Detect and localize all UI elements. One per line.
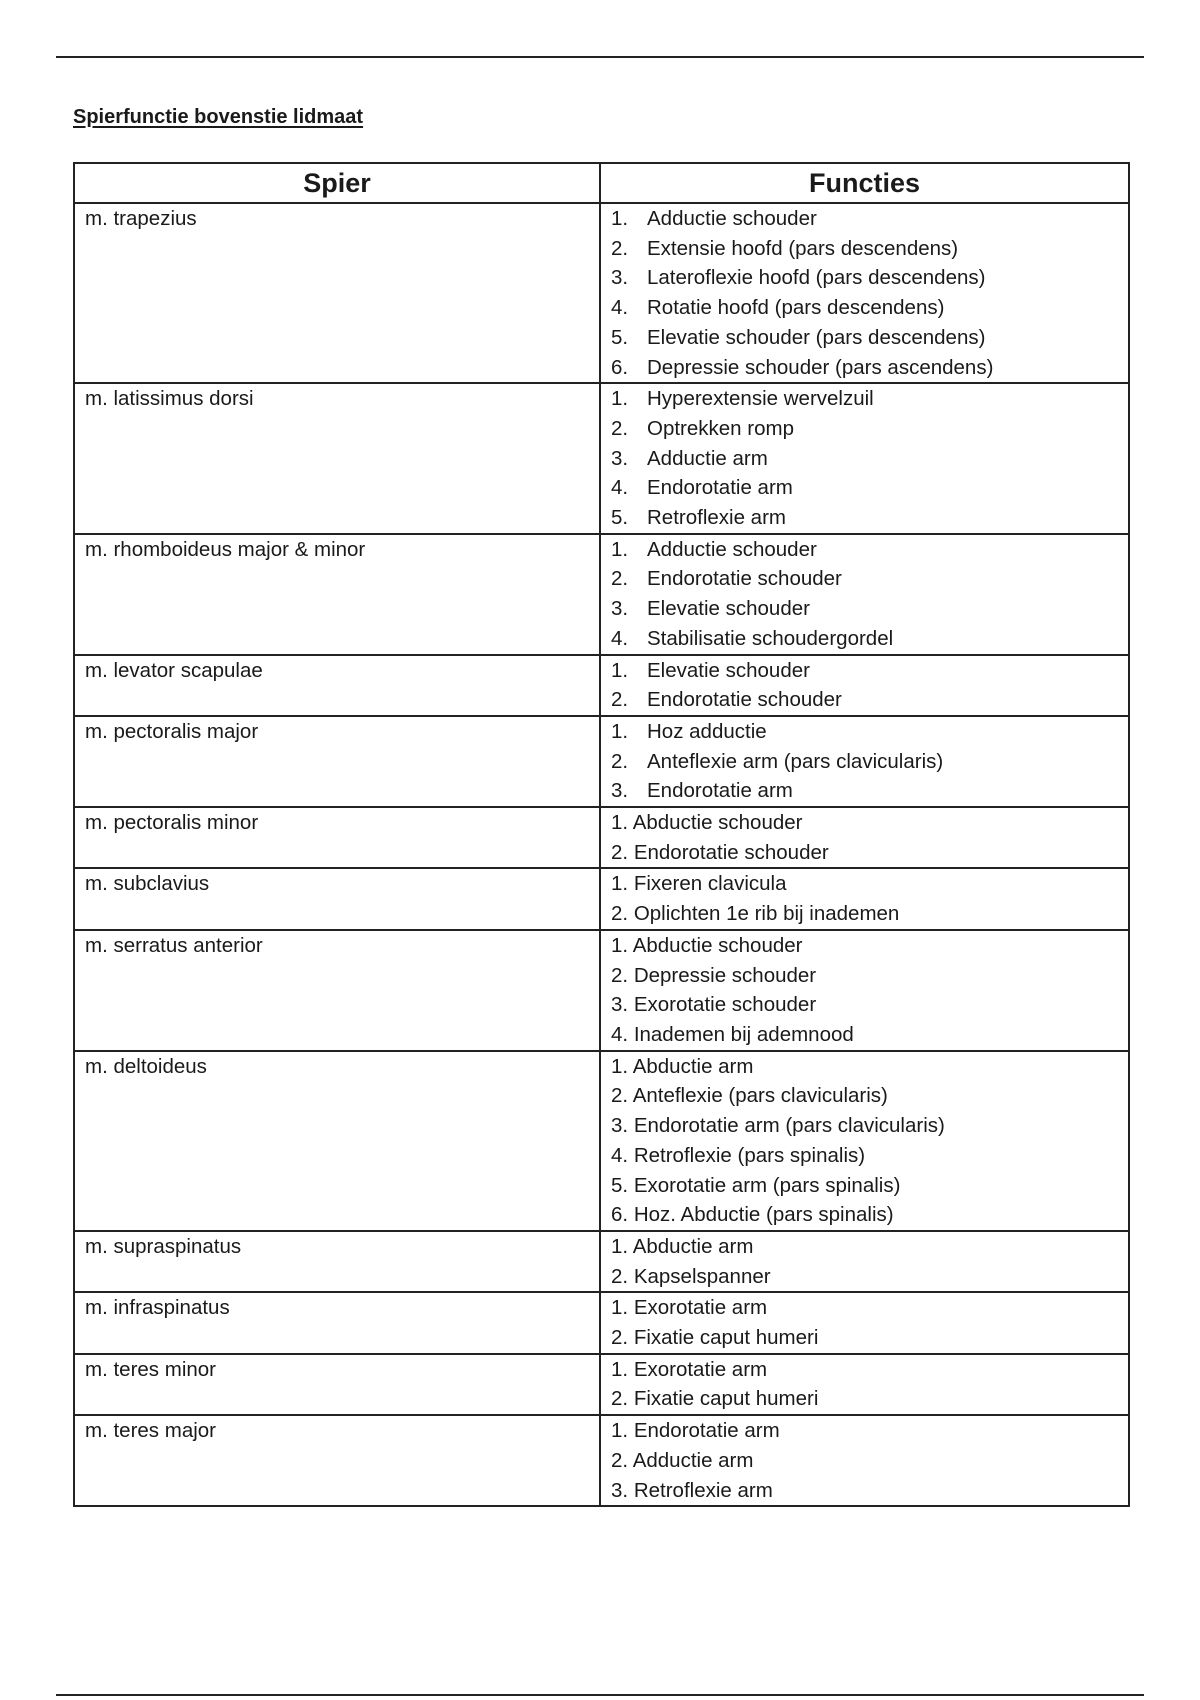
table-row bbox=[74, 655, 1129, 716]
muscle-name: m. latissimus dorsi bbox=[74, 383, 600, 534]
function-item bbox=[611, 444, 1128, 474]
function-number: 2. bbox=[611, 1387, 629, 1411]
function-text: Exorotatie schouder bbox=[633, 993, 817, 1017]
function-number: 2. bbox=[611, 749, 629, 773]
function-item bbox=[611, 838, 1128, 868]
function-text: Extensie hoofd (pars descendens) bbox=[647, 236, 959, 260]
function-number: 6. bbox=[611, 355, 629, 379]
muscle-name: m. levator scapulae bbox=[74, 655, 600, 716]
function-number: 5. bbox=[611, 506, 629, 530]
function-text: Abductie schouder bbox=[632, 811, 803, 835]
muscle-name: m. teres minor bbox=[74, 1354, 600, 1415]
function-text: Exorotatie arm bbox=[633, 1357, 768, 1381]
function-list bbox=[600, 1415, 1129, 1506]
function-number: 4. bbox=[611, 1143, 629, 1167]
function-item bbox=[611, 899, 1128, 929]
function-item bbox=[611, 747, 1128, 777]
function-text: Endorotatie schouder bbox=[633, 840, 829, 864]
function-item bbox=[611, 869, 1128, 899]
function-number: 3. bbox=[611, 779, 629, 803]
function-item bbox=[611, 1446, 1128, 1476]
function-item bbox=[611, 1476, 1128, 1506]
function-text: Hoz adductie bbox=[647, 719, 767, 743]
function-item bbox=[611, 1081, 1128, 1111]
function-item bbox=[611, 961, 1128, 991]
function-item bbox=[611, 503, 1128, 533]
function-number: 1. bbox=[611, 719, 629, 743]
function-item bbox=[611, 1171, 1128, 1201]
function-text: Kapselspanner bbox=[633, 1264, 771, 1288]
function-number: 1. bbox=[611, 872, 629, 896]
function-number: 4. bbox=[611, 476, 629, 500]
function-text: Retroflexie arm bbox=[633, 1478, 773, 1502]
function-text: Adductie schouder bbox=[647, 207, 817, 230]
table-row bbox=[74, 868, 1129, 929]
function-item bbox=[611, 1020, 1128, 1050]
function-text: Anteflexie (pars clavicularis) bbox=[632, 1084, 888, 1108]
function-number: 1. bbox=[611, 1357, 629, 1381]
table-row bbox=[74, 807, 1129, 868]
function-number: 2. bbox=[611, 1084, 629, 1108]
function-list bbox=[600, 807, 1129, 868]
function-text: Endorotatie arm bbox=[647, 779, 793, 803]
function-item bbox=[611, 1293, 1128, 1323]
function-item bbox=[611, 1355, 1128, 1385]
function-text: Exorotatie arm bbox=[633, 1296, 768, 1320]
muscle-name: m. serratus anterior bbox=[74, 930, 600, 1051]
table-header-row bbox=[74, 163, 1129, 203]
function-number: 2. bbox=[611, 567, 629, 591]
function-item bbox=[611, 685, 1128, 715]
function-number: 2. bbox=[611, 1264, 629, 1288]
function-text: Adductie arm bbox=[632, 1448, 754, 1472]
function-item bbox=[611, 353, 1128, 383]
function-item bbox=[611, 1262, 1128, 1292]
function-item bbox=[611, 473, 1128, 503]
function-text: Depressie schouder (pars ascendens) bbox=[647, 355, 994, 379]
muscle-name: m. deltoideus bbox=[74, 1051, 600, 1231]
table-row bbox=[74, 1415, 1129, 1506]
table-row bbox=[74, 1292, 1129, 1353]
function-text: Endorotatie arm bbox=[633, 1419, 780, 1443]
function-number: 3. bbox=[611, 597, 629, 621]
function-text: Abductie schouder bbox=[632, 933, 803, 957]
function-text: Retroflexie arm bbox=[647, 506, 786, 530]
muscle-function-table bbox=[73, 162, 1130, 1507]
function-text: Endorotatie arm (pars clavicularis) bbox=[633, 1114, 945, 1138]
function-item bbox=[611, 1232, 1128, 1262]
function-number: 2. bbox=[611, 963, 629, 987]
function-number: 4. bbox=[611, 626, 629, 650]
function-number: 5. bbox=[611, 325, 629, 349]
function-item bbox=[611, 1141, 1128, 1171]
function-text: Endorotatie schouder bbox=[647, 688, 842, 712]
function-number: 1. bbox=[611, 658, 629, 682]
function-list bbox=[600, 655, 1129, 716]
function-number: 4. bbox=[611, 1022, 629, 1046]
function-number: 1. bbox=[611, 811, 629, 835]
function-item bbox=[611, 990, 1128, 1020]
function-list bbox=[600, 383, 1129, 534]
function-item bbox=[611, 1111, 1128, 1141]
function-number: 2. bbox=[611, 1448, 629, 1472]
function-text: Hyperextensie wervelzuil bbox=[647, 387, 874, 411]
function-number: 2. bbox=[611, 416, 629, 440]
muscle-name: m. trapezius bbox=[74, 203, 600, 383]
muscle-name: m. pectoralis minor bbox=[74, 807, 600, 868]
function-text: Endorotatie arm bbox=[647, 476, 793, 500]
function-text: Retroflexie (pars spinalis) bbox=[633, 1143, 866, 1167]
function-list bbox=[600, 1354, 1129, 1415]
function-text: Exorotatie arm (pars spinalis) bbox=[633, 1173, 901, 1197]
function-text: Fixatie caput humeri bbox=[633, 1387, 819, 1411]
header-rule bbox=[56, 56, 1144, 58]
function-text: Stabilisatie schoudergordel bbox=[647, 626, 894, 650]
function-text: Oplichten 1e rib bij inademen bbox=[633, 902, 900, 926]
function-item bbox=[611, 931, 1128, 961]
function-text: Fixeren clavicula bbox=[633, 872, 787, 896]
function-item bbox=[611, 204, 1128, 234]
function-list bbox=[600, 1231, 1129, 1292]
function-number: 3. bbox=[611, 993, 629, 1017]
function-number: 1. bbox=[611, 207, 629, 230]
function-number: 3. bbox=[611, 1114, 629, 1138]
function-text: Elevatie schouder (pars descendens) bbox=[647, 325, 986, 349]
function-number: 5. bbox=[611, 1173, 629, 1197]
function-text: Elevatie schouder bbox=[647, 597, 810, 621]
function-text: Elevatie schouder bbox=[647, 658, 810, 682]
function-item bbox=[611, 564, 1128, 594]
function-item bbox=[611, 414, 1128, 444]
footer-rule bbox=[56, 1694, 1144, 1696]
function-number: 1. bbox=[611, 1234, 629, 1258]
function-number: 2. bbox=[611, 1326, 629, 1350]
function-text: Lateroflexie hoofd (pars descendens) bbox=[647, 266, 986, 290]
table-row bbox=[74, 1051, 1129, 1231]
function-number: 4. bbox=[611, 296, 629, 320]
function-number: 3. bbox=[611, 1478, 629, 1502]
function-number: 1. bbox=[611, 1419, 629, 1443]
function-number: 3. bbox=[611, 266, 629, 290]
function-text: Hoz. Abductie (pars spinalis) bbox=[633, 1203, 894, 1227]
muscle-name: m. subclavius bbox=[74, 868, 600, 929]
function-list bbox=[600, 534, 1129, 655]
table-row bbox=[74, 1354, 1129, 1415]
table-row bbox=[74, 383, 1129, 534]
function-number: 2. bbox=[611, 840, 629, 864]
header-muscle: Spier bbox=[74, 163, 600, 203]
function-item bbox=[611, 293, 1128, 323]
function-item bbox=[611, 323, 1128, 353]
function-number: 6. bbox=[611, 1203, 629, 1227]
function-list bbox=[600, 868, 1129, 929]
function-item bbox=[611, 535, 1128, 565]
muscle-name: m. teres major bbox=[74, 1415, 600, 1506]
function-number: 1. bbox=[611, 933, 629, 957]
function-text: Adductie arm bbox=[647, 446, 768, 470]
function-number: 1. bbox=[611, 1054, 629, 1078]
muscle-name: m. supraspinatus bbox=[74, 1231, 600, 1292]
function-text: Optrekken romp bbox=[647, 416, 794, 440]
function-number: 1. bbox=[611, 1296, 629, 1320]
function-text: Rotatie hoofd (pars descendens) bbox=[647, 296, 945, 320]
function-text: Anteflexie arm (pars clavicularis) bbox=[647, 749, 944, 773]
function-item bbox=[611, 624, 1128, 654]
muscle-name: m. infraspinatus bbox=[74, 1292, 600, 1353]
function-item bbox=[611, 776, 1128, 806]
header-functions: Functies bbox=[600, 163, 1129, 203]
function-text: Inademen bij ademnood bbox=[633, 1022, 854, 1046]
function-item bbox=[611, 1200, 1128, 1230]
function-list bbox=[600, 1051, 1129, 1231]
muscle-name: m. pectoralis major bbox=[74, 716, 600, 807]
function-item bbox=[611, 808, 1128, 838]
function-list bbox=[600, 203, 1129, 383]
function-number: 2. bbox=[611, 902, 629, 926]
function-number: 2. bbox=[611, 236, 629, 260]
function-number: 3. bbox=[611, 446, 629, 470]
function-item bbox=[611, 1384, 1128, 1414]
function-number: 1. bbox=[611, 387, 629, 411]
function-item bbox=[611, 1052, 1128, 1082]
function-item bbox=[611, 263, 1128, 293]
function-list bbox=[600, 1292, 1129, 1353]
function-item bbox=[611, 1323, 1128, 1353]
function-text: Endorotatie schouder bbox=[647, 567, 842, 591]
function-number: 2. bbox=[611, 688, 629, 712]
function-item bbox=[611, 717, 1128, 747]
table-row bbox=[74, 716, 1129, 807]
function-item bbox=[611, 594, 1128, 624]
function-number: 1. bbox=[611, 537, 629, 561]
function-text: Abductie arm bbox=[632, 1054, 754, 1078]
document-title: Spierfunctie bovenstie lidmaat bbox=[73, 106, 364, 128]
table-row bbox=[74, 1231, 1129, 1292]
function-text: Adductie schouder bbox=[647, 537, 817, 561]
function-text: Abductie arm bbox=[632, 1234, 754, 1258]
function-list bbox=[600, 716, 1129, 807]
function-item bbox=[611, 384, 1128, 414]
function-item bbox=[611, 1416, 1128, 1446]
function-item bbox=[611, 234, 1128, 264]
function-list bbox=[600, 930, 1129, 1051]
table-row bbox=[74, 930, 1129, 1051]
table-row bbox=[74, 534, 1129, 655]
function-item bbox=[611, 656, 1128, 686]
function-text: Depressie schouder bbox=[633, 963, 817, 987]
table-row bbox=[74, 203, 1129, 383]
function-text: Fixatie caput humeri bbox=[633, 1326, 819, 1350]
muscle-name: m. rhomboideus major & minor bbox=[74, 534, 600, 655]
